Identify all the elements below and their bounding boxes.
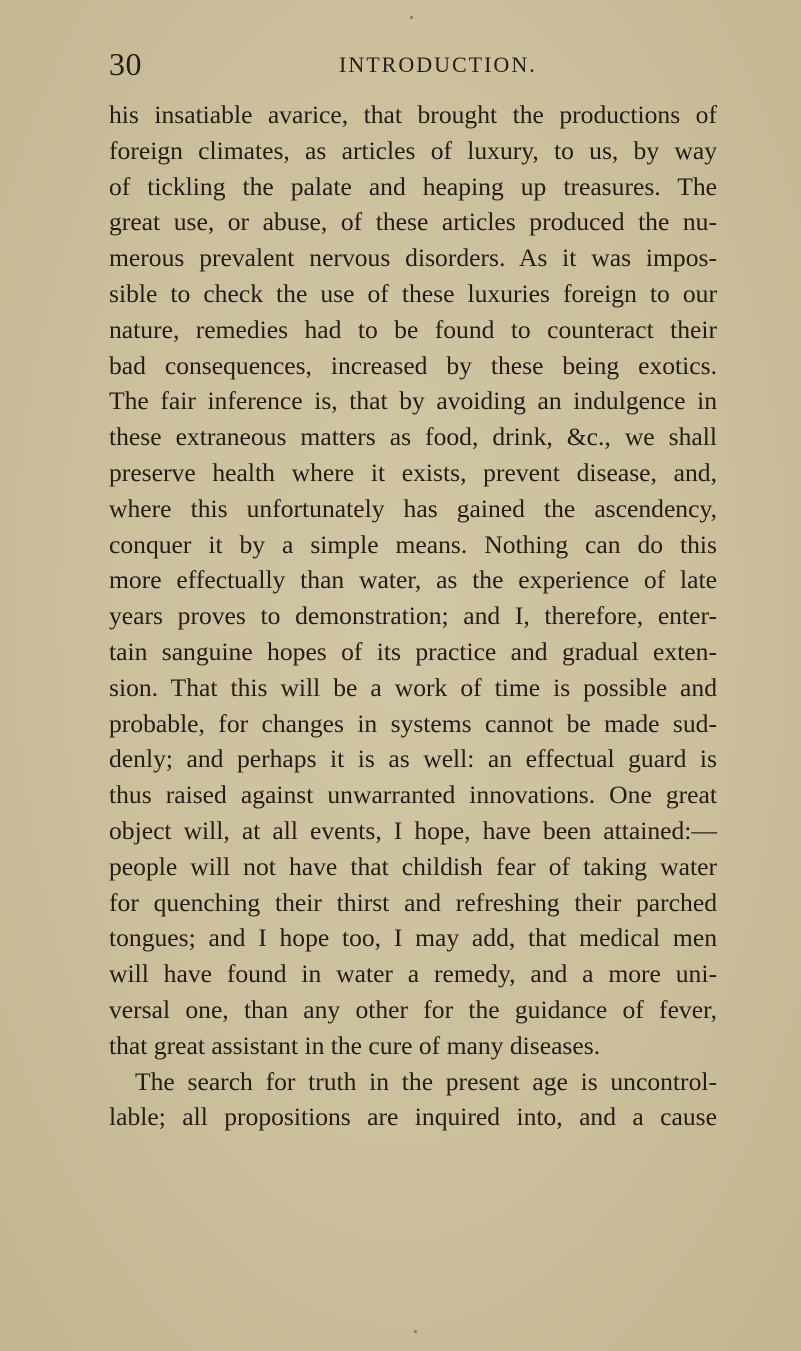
text-line: these extraneous matters as food, drink, &c., we shall	[109, 422, 717, 452]
text-line: denly; and perhaps it is as well: an effectual guard is	[109, 744, 717, 774]
text-line: years proves to demonstration; and I, therefore, enter-	[109, 601, 717, 631]
text-line: merous prevalent nervous disorders. As it was impos-	[109, 243, 717, 273]
text-line: people will not have that childish fear of taking water	[109, 851, 717, 881]
text-line: tongues; and I hope too, I may add, that medical men	[109, 923, 717, 953]
text-line: The fair inference is, that by avoiding an indulgence in	[109, 386, 717, 416]
text-line: nature, remedies had to be found to counteract their	[109, 314, 717, 344]
text-line: sion. That this will be a work of time is possible and	[109, 672, 717, 702]
page-number: 30	[109, 46, 142, 82]
text-line: that great assistant in the cure of many diseases.	[109, 1030, 601, 1060]
text-line: of tickling the palate and heaping up treasures. The	[109, 171, 717, 201]
text-line: probable, for changes in systems cannot be made sud-	[109, 708, 717, 738]
text-line: sible to check the use of these luxuries foreign to our	[109, 278, 717, 308]
running-head: INTRODUCTION.	[339, 52, 537, 77]
text-line: where this unfortunately has gained the ascendency,	[109, 493, 717, 523]
paper-speck	[410, 16, 413, 19]
text-line: will have found in water a remedy, and a more uni-	[109, 959, 717, 989]
text-line: conquer it by a simple means. Nothing can do this	[109, 529, 717, 559]
text-line: his insatiable avarice, that brought the productions of	[109, 100, 717, 129]
text-line: great use, or abuse, of these articles produced the nu-	[109, 207, 717, 237]
text-line: The search for truth in the present age is uncontrol-	[135, 1066, 717, 1096]
page-header	[109, 44, 717, 84]
text-line: lable; all propositions are inquired into, and a cause	[109, 1102, 717, 1132]
text-line: versal one, than any other for the guidance of fever,	[109, 994, 717, 1024]
body-text	[109, 97, 717, 1135]
text-line: more effectually than water, as the experience of late	[109, 565, 717, 595]
text-line: tain sanguine hopes of its practice and gradual exten-	[109, 636, 717, 666]
text-line: thus raised against unwarranted innovations. One great	[109, 780, 717, 810]
text-line: foreign climates, as articles of luxury, to us, by way	[109, 135, 717, 165]
paper-speck	[414, 1330, 417, 1333]
text-line: for quenching their thirst and refreshing their parched	[109, 887, 717, 917]
text-line: preserve health where it exists, prevent disease, and,	[109, 457, 717, 487]
text-line: bad consequences, increased by these being exotics.	[109, 350, 717, 380]
text-line: object will, at all events, I hope, have been attained:—	[109, 815, 717, 845]
